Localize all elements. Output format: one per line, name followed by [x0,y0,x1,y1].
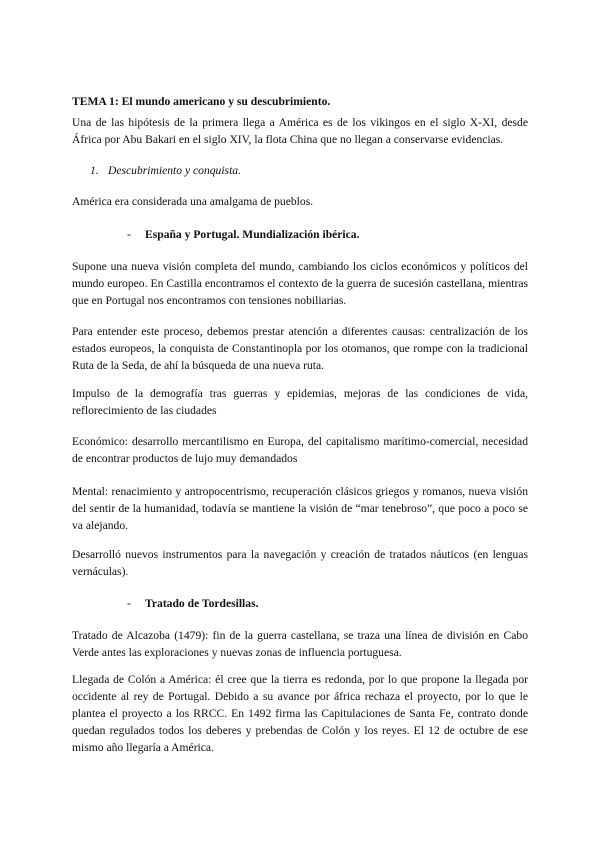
paragraph-economico: Económico: desarrollo mercantilismo en Europa, del capitalismo marítimo-comercial, necesidad de encontrar productos de lujo muy demandados [72,435,528,465]
subheading-title: España y Portugal. Mundialización ibérica. [145,228,360,241]
paragraph-alcazoba: Tratado de Alcazoba (1479): fin de la guerra castellana, se traza una línea de división en Cabo Verde antes las exploraciones y nuevas zonas de influencia portuguesa. [72,629,528,659]
paragraph-demografia: Impulso de la demografía tras guerras y epidemias, mejoras de las condiciones de vida, reflorecimiento de las ciudades [72,387,528,417]
section-number: 1. [90,164,99,177]
subheading-tordesillas [127,595,259,612]
subheading-title: Tratado de Tordesillas. [145,597,259,610]
paragraph-instrumentos: Desarrolló nuevos instrumentos para la navegación y creación de tratados náuticos (en lenguas vernáculas). [72,548,528,578]
section-title: Descubrimiento y conquista. [108,164,241,177]
subheading-bullet: - [127,228,131,241]
page-title: TEMA 1: El mundo americano y su descubrimiento. [72,95,331,108]
subheading-bullet: - [127,597,131,610]
paragraph-amalgama: América era considerada una amalgama de pueblos. [72,195,314,208]
intro-paragraph: Una de las hipótesis de la primera llega a América es de los vikingos en el siglo X-XI, desde África por Abu Bakari en el siglo XIV, la flota China que no llegan a conservarse evidencias. [72,116,528,146]
paragraph-vision: Supone una nueva visión completa del mundo, cambiando los ciclos económicos y políticos del mundo europeo. En Castilla encontramos el contexto de la guerra de sucesión castellana, mientras que en Portugal nos encontramos con tensiones nobiliarias. [72,260,528,307]
paragraph-colon: Llegada de Colón a América: él cree que la tierra es redonda, por lo que propone la llegada por occidente al rey de Portugal. Debido a su avance por áfrica rechaza el proyecto, por lo que le plantea el proyecto a los RRCC. En 1492 firma las Capitulaciones de Santa Fe, contrato donde quedan regulados todos los deberes y prebendas de Colón y los reyes. El 12 de octubre de ese mismo año llegaría a América. [72,673,528,754]
paragraph-causas: Para entender este proceso, debemos prestar atención a diferentes causas: centralización de los estados europeos, la conquista de Constantinopla por los otomanos, que rompe con la tradicional Ruta de la Seda, de ahí la búsqueda de una nueva ruta. [72,325,528,372]
subheading-espana-portugal [127,226,360,243]
section-heading [90,162,241,179]
paragraph-mental: Mental: renacimiento y antropocentrismo, recuperación clásicos griegos y romanos, nueva visión del sentir de la humanidad, todavía se mantiene la visión de “mar tenebroso”, que poco a poco se va alejando. [72,485,528,532]
